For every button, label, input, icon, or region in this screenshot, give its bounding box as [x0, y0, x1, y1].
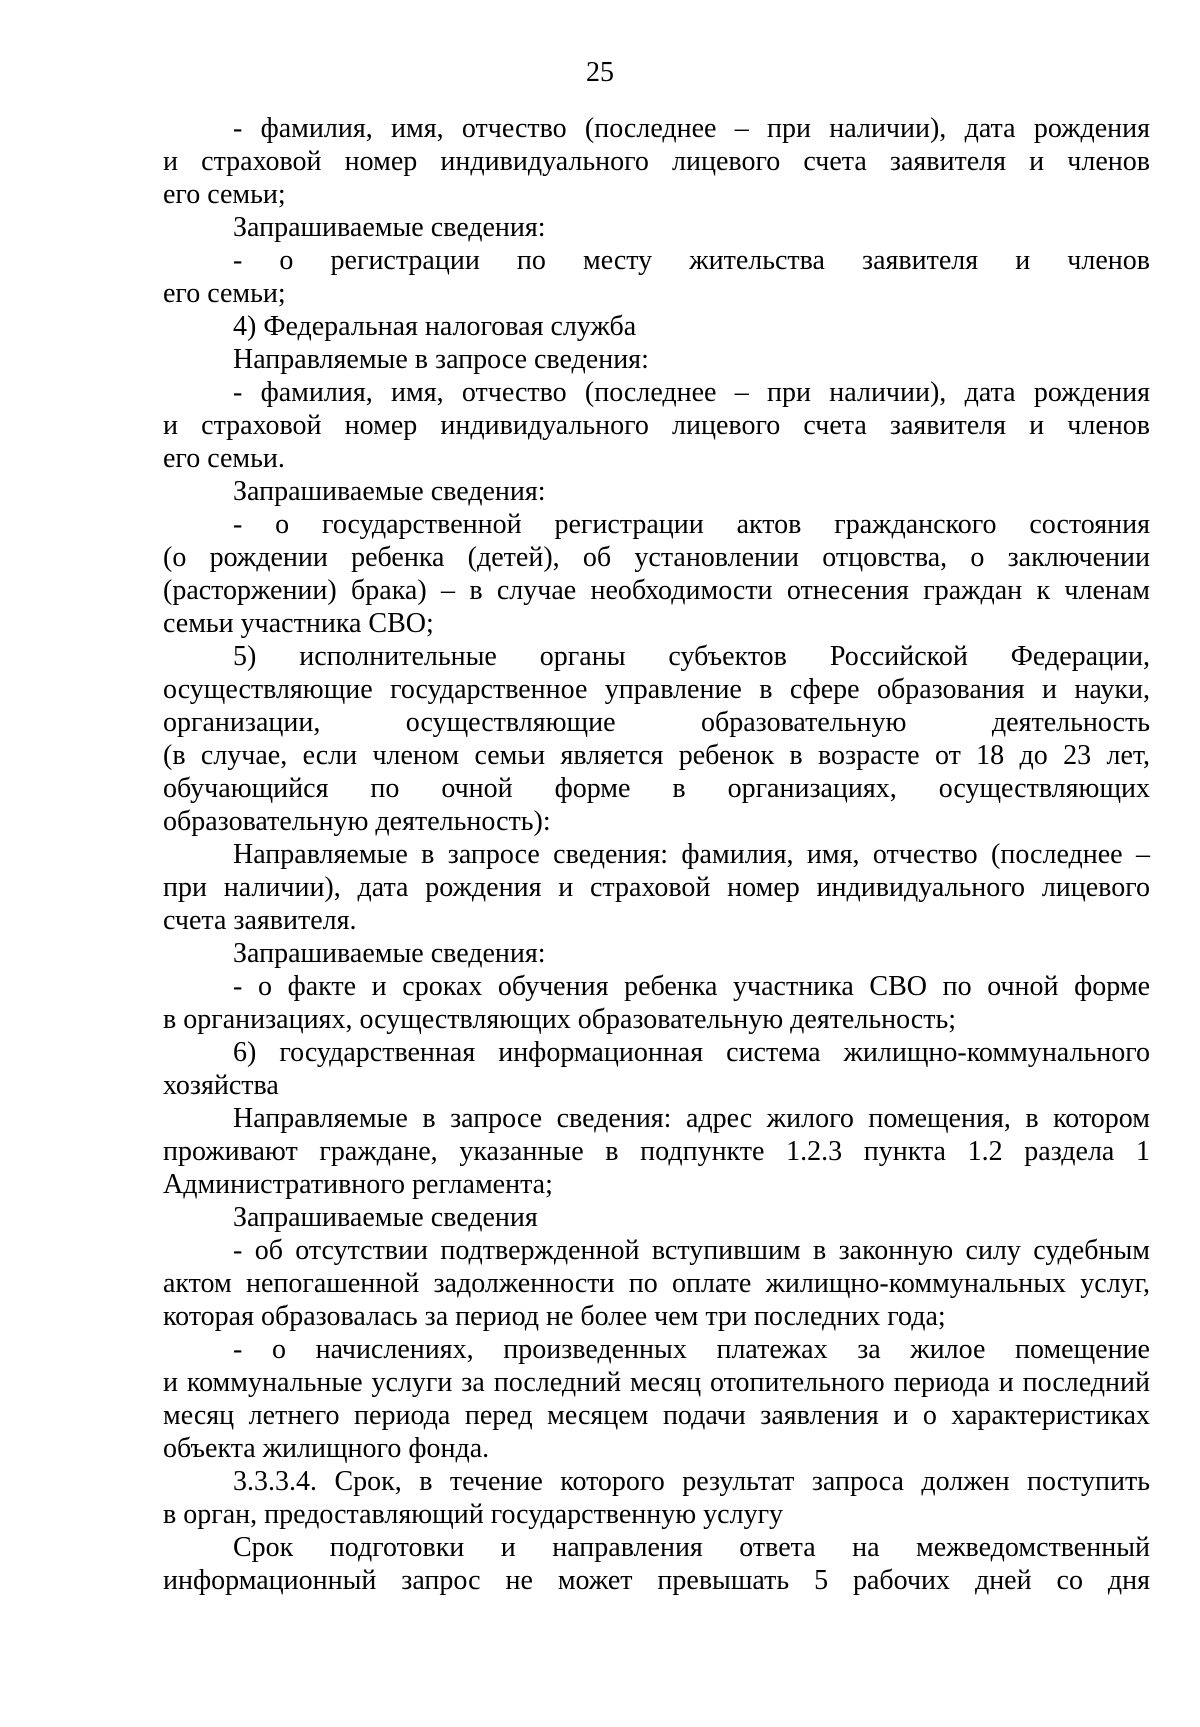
- text-line: - о государственной регистрации актов гражданского состояния: [233, 509, 1150, 540]
- text-line: обучающийся по очной форме в организациях, осуществляющих: [163, 773, 1150, 804]
- paragraph: [163, 343, 1150, 376]
- paragraph: [163, 1102, 1150, 1201]
- text-line: образовательную деятельность):: [163, 806, 551, 837]
- paragraph: [163, 310, 1150, 343]
- text-line: (о рождении ребенка (детей), об установлении отцовства, о заключении: [163, 542, 1150, 573]
- paragraph: [163, 1531, 1150, 1597]
- text-line: проживают граждане, указанные в подпункте 1.2.3 пункта 1.2 раздела 1: [163, 1136, 1150, 1167]
- text-line: и коммунальные услуги за последний месяц отопительного периода и последний: [163, 1367, 1150, 1398]
- text-line: - о начислениях, произведенных платежах за жилое помещение: [233, 1334, 1150, 1365]
- paragraph: [163, 970, 1150, 1036]
- text-line: Срок подготовки и направления ответа на межведомственный: [233, 1532, 1150, 1563]
- text-line: 5) исполнительные органы субъектов Российской Федерации,: [233, 641, 1150, 672]
- text-line: его семьи.: [163, 443, 285, 474]
- paragraph: [163, 1333, 1150, 1465]
- paragraph: [163, 1201, 1150, 1234]
- text-line: Направляемые в запросе сведения:: [233, 344, 649, 375]
- text-line: - фамилия, имя, отчество (последнее – при наличии), дата рождения: [233, 377, 1150, 408]
- paragraph: [163, 475, 1150, 508]
- text-line: и страховой номер индивидуального лицевого счета заявителя и членов: [163, 146, 1150, 177]
- text-line: - о факте и сроках обучения ребенка участника СВО по очной форме: [233, 971, 1150, 1002]
- text-line: в орган, предоставляющий государственную услугу: [163, 1499, 784, 1530]
- paragraph: [163, 640, 1150, 838]
- paragraph: [163, 1036, 1150, 1102]
- text-line: месяц летнего периода перед месяцем подачи заявления и о характеристиках: [163, 1400, 1150, 1431]
- text-line: актом непогашенной задолженности по оплате жилищно-коммунальных услуг,: [163, 1268, 1150, 1299]
- paragraph: [163, 1465, 1150, 1531]
- text-line: его семьи;: [163, 278, 286, 309]
- text-line: 6) государственная информационная система жилищно-коммунального: [233, 1037, 1150, 1068]
- text-line: - об отсутствии подтвержденной вступившим в законную силу судебным: [233, 1235, 1150, 1266]
- text-line: Административного регламента;: [163, 1169, 553, 1200]
- paragraph: [163, 508, 1150, 640]
- text-line: Запрашиваемые сведения: [233, 1202, 538, 1233]
- text-line: Направляемые в запросе сведения: адрес жилого помещения, в котором: [233, 1103, 1150, 1134]
- text-line: 4) Федеральная налоговая служба: [233, 311, 637, 342]
- text-line: хозяйства: [163, 1070, 279, 1101]
- text-line: семьи участника СВО;: [163, 608, 434, 639]
- paragraph: [163, 937, 1150, 970]
- text-line: которая образовалась за период не более чем три последних года;: [163, 1301, 946, 1332]
- paragraph: [163, 838, 1150, 937]
- text-line: 3.3.3.4. Срок, в течение которого результат запроса должен поступить: [233, 1466, 1150, 1497]
- paragraph: [163, 211, 1150, 244]
- text-line: Запрашиваемые сведения:: [233, 212, 546, 243]
- paragraph: [163, 1234, 1150, 1333]
- text-line: и страховой номер индивидуального лицевого счета заявителя и членов: [163, 410, 1150, 441]
- document-body: [163, 112, 1150, 1597]
- text-line: в организациях, осуществляющих образовательную деятельность;: [163, 1004, 956, 1035]
- text-line: (расторжении) брака) – в случае необходимости отнесения граждан к членам: [163, 575, 1150, 606]
- text-line: при наличии), дата рождения и страховой номер индивидуального лицевого: [163, 872, 1150, 903]
- text-line: - о регистрации по месту жительства заявителя и членов: [233, 245, 1150, 276]
- paragraph: [163, 112, 1150, 211]
- text-line: Запрашиваемые сведения:: [233, 476, 546, 507]
- text-line: объекта жилищного фонда.: [163, 1433, 490, 1464]
- text-line: осуществляющие государственное управление в сфере образования и науки,: [163, 674, 1150, 705]
- text-line: (в случае, если членом семьи является ребенок в возрасте от 18 до 23 лет,: [163, 740, 1150, 771]
- text-line: счета заявителя.: [163, 905, 357, 936]
- text-line: Запрашиваемые сведения:: [233, 938, 546, 969]
- paragraph: [163, 244, 1150, 310]
- page-number: 25: [586, 57, 614, 88]
- text-line: Направляемые в запросе сведения: фамилия, имя, отчество (последнее –: [233, 839, 1150, 870]
- text-line: его семьи;: [163, 179, 286, 210]
- text-line: информационный запрос не может превышать 5 рабочих дней со дня: [163, 1565, 1150, 1596]
- paragraph: [163, 376, 1150, 475]
- text-line: организации, осуществляющие образовательную деятельность: [163, 707, 1150, 738]
- text-line: - фамилия, имя, отчество (последнее – при наличии), дата рождения: [233, 113, 1150, 144]
